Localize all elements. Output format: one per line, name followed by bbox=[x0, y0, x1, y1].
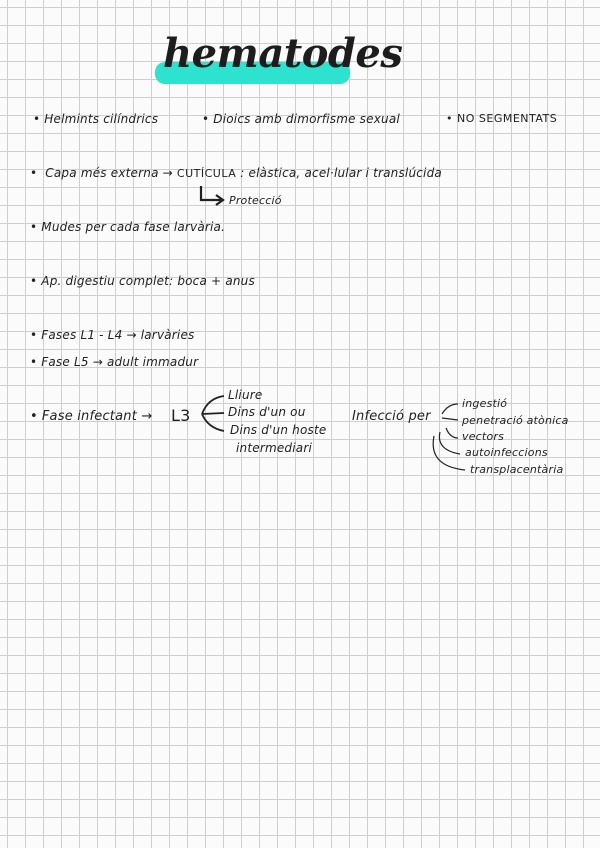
option-intermediari: intermediari bbox=[236, 441, 313, 455]
cuticle-sub-arrowhead bbox=[216, 195, 223, 205]
l3-arrow-lliure bbox=[202, 396, 224, 414]
infeccio-label: Infecció per bbox=[352, 409, 431, 424]
fase-l5-line: • Fase L5 → adult immadur bbox=[30, 355, 198, 369]
route-vectors: vectors bbox=[462, 430, 505, 443]
route-arrow-autoinfeccions bbox=[439, 432, 460, 454]
cuticle-prefix: Capa més externa → bbox=[45, 166, 173, 180]
option-lliure: Lliure bbox=[228, 388, 263, 402]
route-arrow-vectors bbox=[446, 428, 458, 438]
point-helmints: • Helmints cilíndrics bbox=[33, 112, 158, 126]
l3-arrow-ou bbox=[202, 413, 224, 414]
digestiu-line: • Ap. digestiu complet: boca + anus bbox=[30, 274, 255, 288]
route-arrow-transplacentaria bbox=[433, 436, 465, 470]
cuticle-desc: : elàstica, acel·lular i translúcida bbox=[240, 166, 442, 180]
fases-line: • Fases L1 - L4 → larvàries bbox=[30, 328, 195, 342]
route-ingestio: ingestió bbox=[462, 397, 508, 410]
page-title: hematodes bbox=[163, 30, 403, 77]
infectant-stage: L3 bbox=[171, 406, 191, 425]
route-penetracio: penetració atònica bbox=[462, 414, 569, 427]
l3-arrow-hoste bbox=[202, 414, 224, 431]
option-dins-ou: Dins d'un ou bbox=[228, 405, 306, 419]
cuticle-term: CUTÍCULA bbox=[176, 167, 237, 180]
point-dioics: • Dioics amb dimorfisme sexual bbox=[202, 112, 400, 126]
option-dins-hoste: Dins d'un hoste bbox=[230, 423, 327, 437]
route-transplacentaria: transplacentària bbox=[470, 463, 564, 476]
mudes-line: • Mudes per cada fase larvària. bbox=[30, 220, 225, 234]
route-autoinfeccions: autoinfeccions bbox=[465, 446, 548, 459]
cuticle-sub-arrow bbox=[201, 186, 222, 200]
route-arrow-penetracio bbox=[442, 418, 458, 420]
title-block bbox=[155, 30, 403, 88]
route-arrow-ingestio bbox=[442, 404, 458, 414]
cuticle-line bbox=[30, 166, 442, 180]
point-no-segmentats: • NO SEGMENTATS bbox=[446, 112, 557, 125]
cuticle-sub: Protecció bbox=[229, 194, 282, 207]
infectant-label: • Fase infectant → bbox=[30, 409, 152, 424]
